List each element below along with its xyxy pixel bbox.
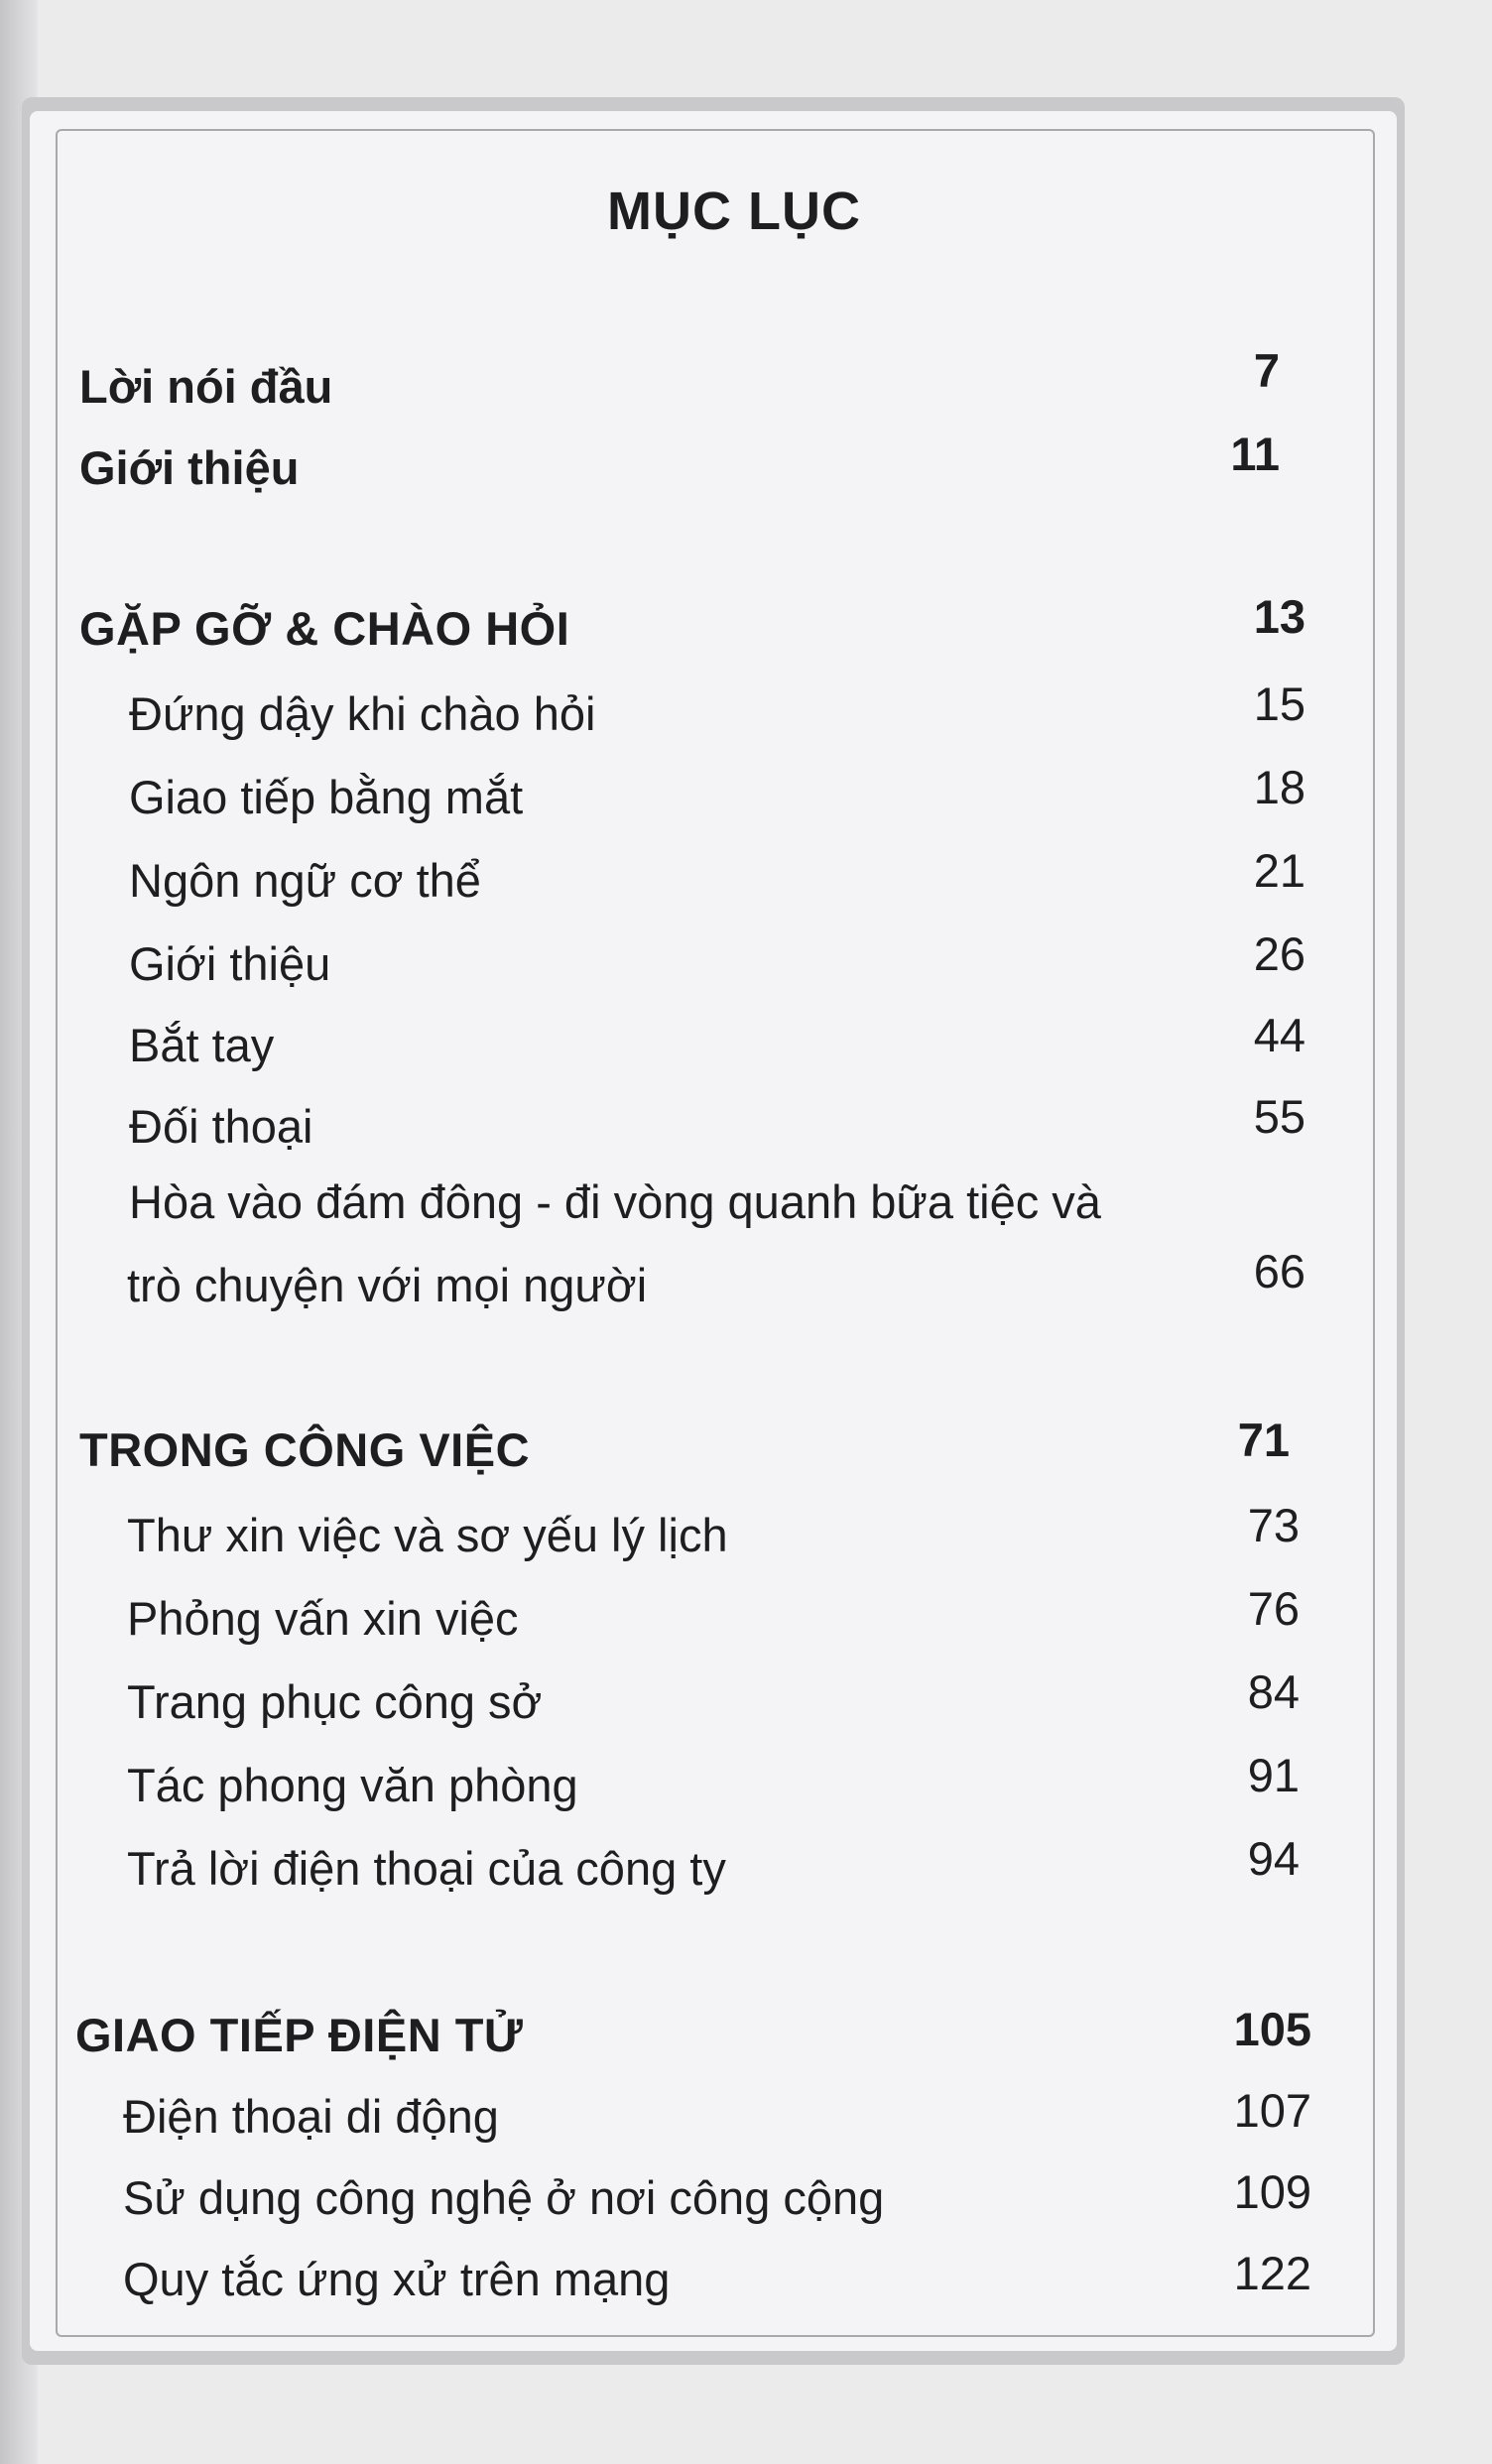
toc-item-page: 84 [1247,1665,1300,1718]
toc-item-page: 109 [1233,2165,1311,2218]
toc-item-label: Giao tiếp bằng mắt [129,771,524,823]
toc-entry-label: Lời nói đầu [79,360,333,413]
toc-item-label: Ngôn ngữ cơ thể [129,854,481,907]
toc-item[interactable] [0,1665,1492,1758]
toc-item-page: 94 [1247,1832,1300,1885]
toc-section-heading[interactable] [0,590,1492,684]
toc-item[interactable] [0,2247,1492,2335]
toc-section-heading[interactable] [0,1414,1492,1506]
toc-item-label: Điện thoại di động [123,2090,499,2143]
toc-section-heading[interactable] [0,2003,1492,2091]
toc-item[interactable] [0,1832,1492,1924]
toc-item-label: Đối thoại [129,1100,313,1153]
toc-item-label: Đứng dậy khi chào hỏi [129,687,596,740]
toc-item[interactable] [0,844,1492,936]
toc-item-multiline[interactable] [0,1174,1492,1343]
toc-item[interactable] [0,761,1492,853]
toc-item-label: Trang phục công sở [127,1675,543,1728]
toc-item[interactable] [0,2165,1492,2254]
toc-item[interactable] [0,1582,1492,1674]
toc-item-label-line2: trò chuyện với mọi người [127,1259,648,1311]
toc-item-label-line1: Hòa vào đám đông - đi vòng quanh bữa tiệc và [129,1175,1101,1228]
toc-item-page: 91 [1247,1749,1300,1801]
toc-item-label: Bắt tay [129,1019,275,1071]
toc-item-page: 21 [1253,844,1306,897]
toc-entry-introduction[interactable] [0,428,1492,524]
toc-item-page: 76 [1247,1582,1300,1635]
toc-section-page: 13 [1253,590,1306,643]
toc-item-page: 122 [1233,2247,1311,2299]
toc-section-label: GIAO TIẾP ĐIỆN TỬ [75,2009,524,2061]
toc-item[interactable] [0,678,1492,770]
toc-item-label: Thư xin việc và sơ yếu lý lịch [127,1509,728,1561]
toc-item-page: 44 [1253,1009,1306,1061]
toc-entry-page: 7 [1253,344,1280,397]
toc-item[interactable] [0,1090,1492,1182]
toc-item-label: Phỏng vấn xin việc [127,1592,519,1645]
toc-item-label: Giới thiệu [129,937,331,990]
toc-item-page: 18 [1253,761,1306,813]
toc-item-page: 73 [1247,1499,1300,1551]
toc-section-label: TRONG CÔNG VIỆC [79,1423,531,1476]
toc-item-label: Sử dụng công nghệ ở nơi công cộng [123,2171,885,2224]
toc-item[interactable] [0,1749,1492,1841]
toc-item-label: Tác phong văn phòng [127,1759,578,1811]
toc-item-label: Quy tắc ứng xử trên mạng [123,2253,671,2305]
toc-entry-page: 11 [1230,428,1280,480]
page-title: MỤC LỤC [607,182,861,241]
toc-item-page: 15 [1253,678,1306,730]
toc-item[interactable] [0,1499,1492,1591]
toc-item-page: 66 [1253,1245,1306,1297]
toc-item-page: 26 [1253,927,1306,980]
toc-section-label: GẶP GỠ & CHÀO HỎI [79,602,570,655]
toc-item-page: 55 [1253,1090,1306,1143]
toc-item[interactable] [0,2084,1492,2172]
toc-item-label: Trả lời điện thoại của công ty [127,1842,726,1895]
toc-entry-label: Giới thiệu [79,441,300,494]
toc-item-page: 107 [1233,2084,1311,2137]
toc-section-page: 71 [1237,1414,1290,1466]
toc-section-page: 105 [1233,2003,1311,2055]
